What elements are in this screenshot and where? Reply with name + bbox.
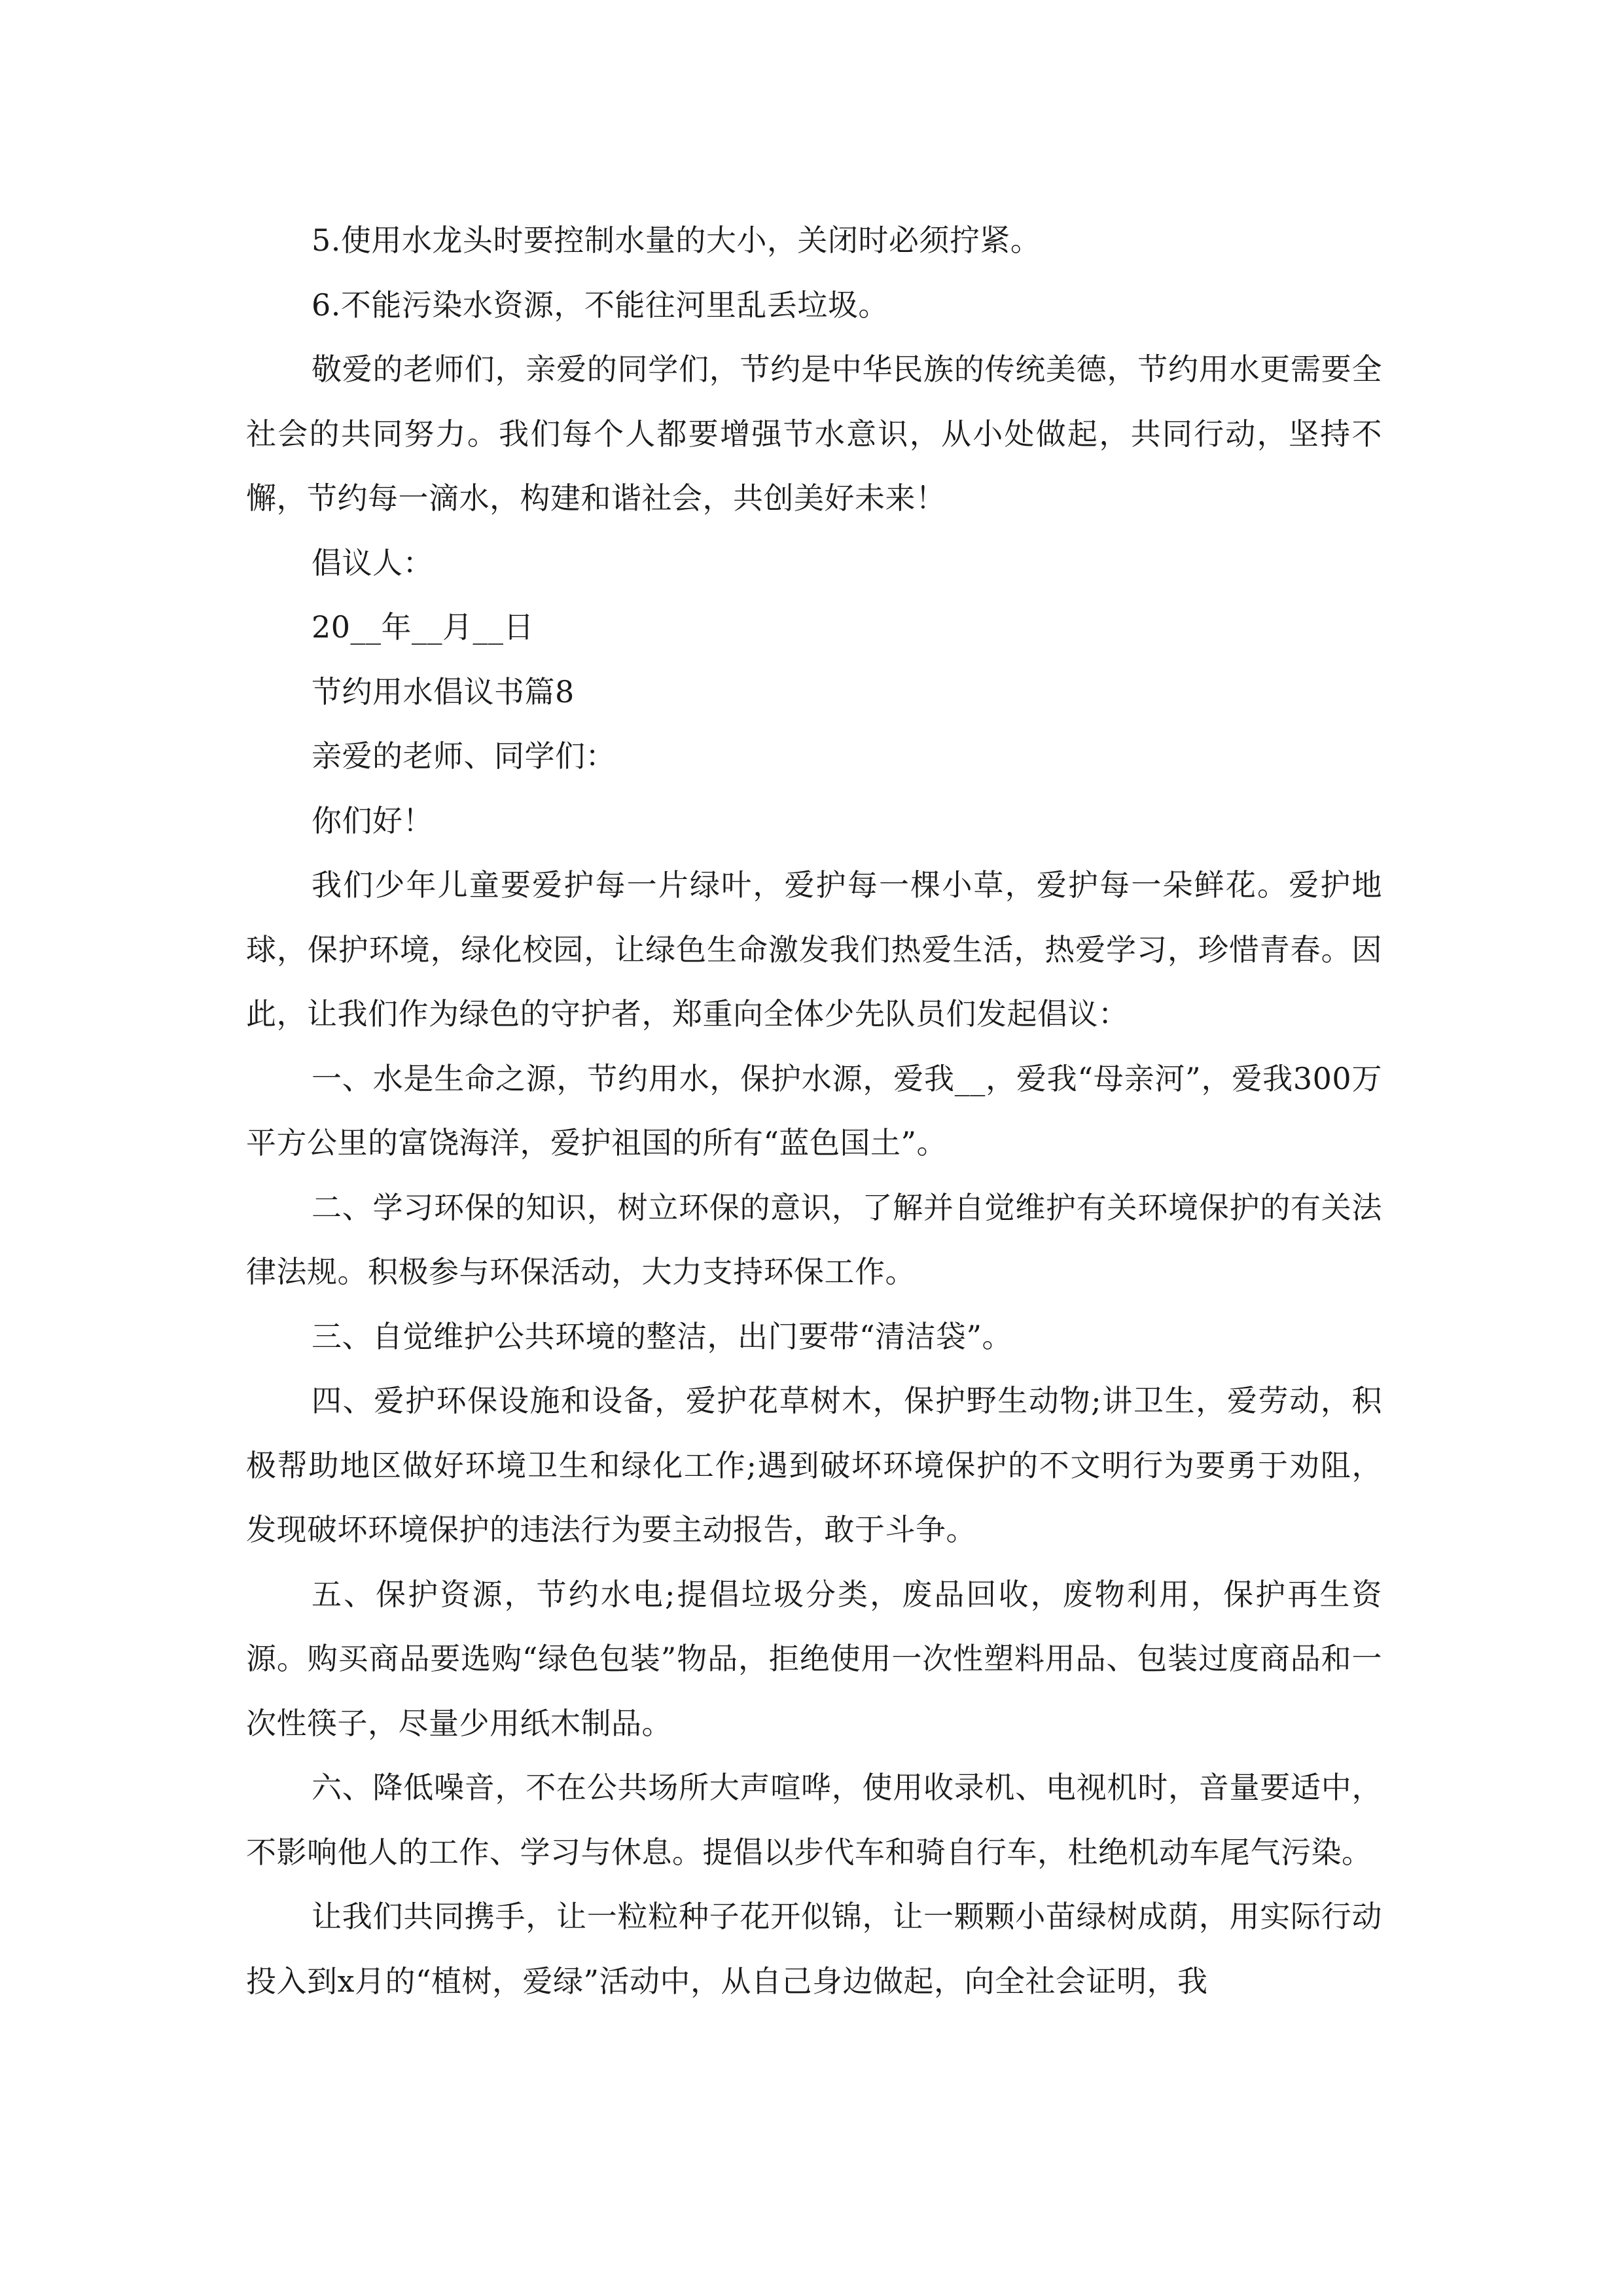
document-body xyxy=(246,208,1382,2013)
proposal-item-6: 六、降低噪音，不在公共场所大声喧哗，使用收录机、电视机时，音量要适中，不影响他人的工作、学习与休息。提倡以步代车和骑自行车，杜绝机动车尾气污染。 xyxy=(246,1770,1382,1870)
salutation: 亲爱的老师、同学们： xyxy=(312,738,616,774)
proposer-label: 倡议人： xyxy=(312,545,433,581)
greeting: 你们好！ xyxy=(312,802,433,838)
proposal-item-4: 四、爱护环保设施和设备，爱护花草树木，保护野生动物;讲卫生，爱劳动，积极帮助地区做好环境卫生和绿化工作;遇到破坏环境保护的不文明行为要勇于劝阻，发现破坏环境保护的违法行为要主动报告，敢于斗争。 xyxy=(246,1383,1382,1547)
paragraph-item-5: 5.使用水龙头时要控制水量的大小，关闭时必须拧紧。 xyxy=(312,223,1041,258)
proposal-item-2: 二、学习环保的知识，树立环保的意识，了解并自觉维护有关环境保护的有关法律法规。积极参与环保活动，大力支持环保工作。 xyxy=(246,1189,1382,1289)
closing-appeal-paragraph: 敬爱的老师们，亲爱的同学们，节约是中华民族的传统美德，节约用水更需要全社会的共同努力。我们每个人都要增强节水意识，从小处做起，共同行动，坚持不懈，节约每一滴水，构建和谐社会，共创美好未来！ xyxy=(246,351,1382,516)
proposal-item-5: 五、保护资源，节约水电;提倡垃圾分类，废品回收，废物利用，保护再生资源。购买商品要选购“绿色包装”物品，拒绝使用一次性塑料用品、包装过度商品和一次性筷子，尽量少用纸木制品。 xyxy=(246,1576,1382,1741)
paragraph-item-6: 6.不能污染水资源，不能往河里乱丢垃圾。 xyxy=(312,287,889,323)
section-title: 节约用水倡议书篇8 xyxy=(312,673,575,709)
final-paragraph: 让我们共同携手，让一粒粒种子花开似锦，让一颗颗小苗绿树成荫，用实际行动投入到x月的“植树，爱绿”活动中，从自己身边做起，向全社会证明，我 xyxy=(246,1899,1382,1999)
date-line: 20__年__月__日 xyxy=(312,609,535,645)
intro-paragraph: 我们少年儿童要爱护每一片绿叶，爱护每一棵小草，爱护每一朵鲜花。爱护地球，保护环境，绿化校园，让绿色生命激发我们热爱生活，热爱学习，珍惜青春。因此，让我们作为绿色的守护者，郑重向全体少先队员们发起倡议： xyxy=(246,867,1382,1031)
proposal-item-3: 三、自觉维护公共环境的整洁，出门要带“清洁袋”。 xyxy=(312,1318,1013,1354)
proposal-item-1: 一、水是生命之源，节约用水，保护水源，爱我__，爱我“母亲河”，爱我300万平方公里的富饶海洋，爱护祖国的所有“蓝色国土”。 xyxy=(246,1060,1382,1160)
